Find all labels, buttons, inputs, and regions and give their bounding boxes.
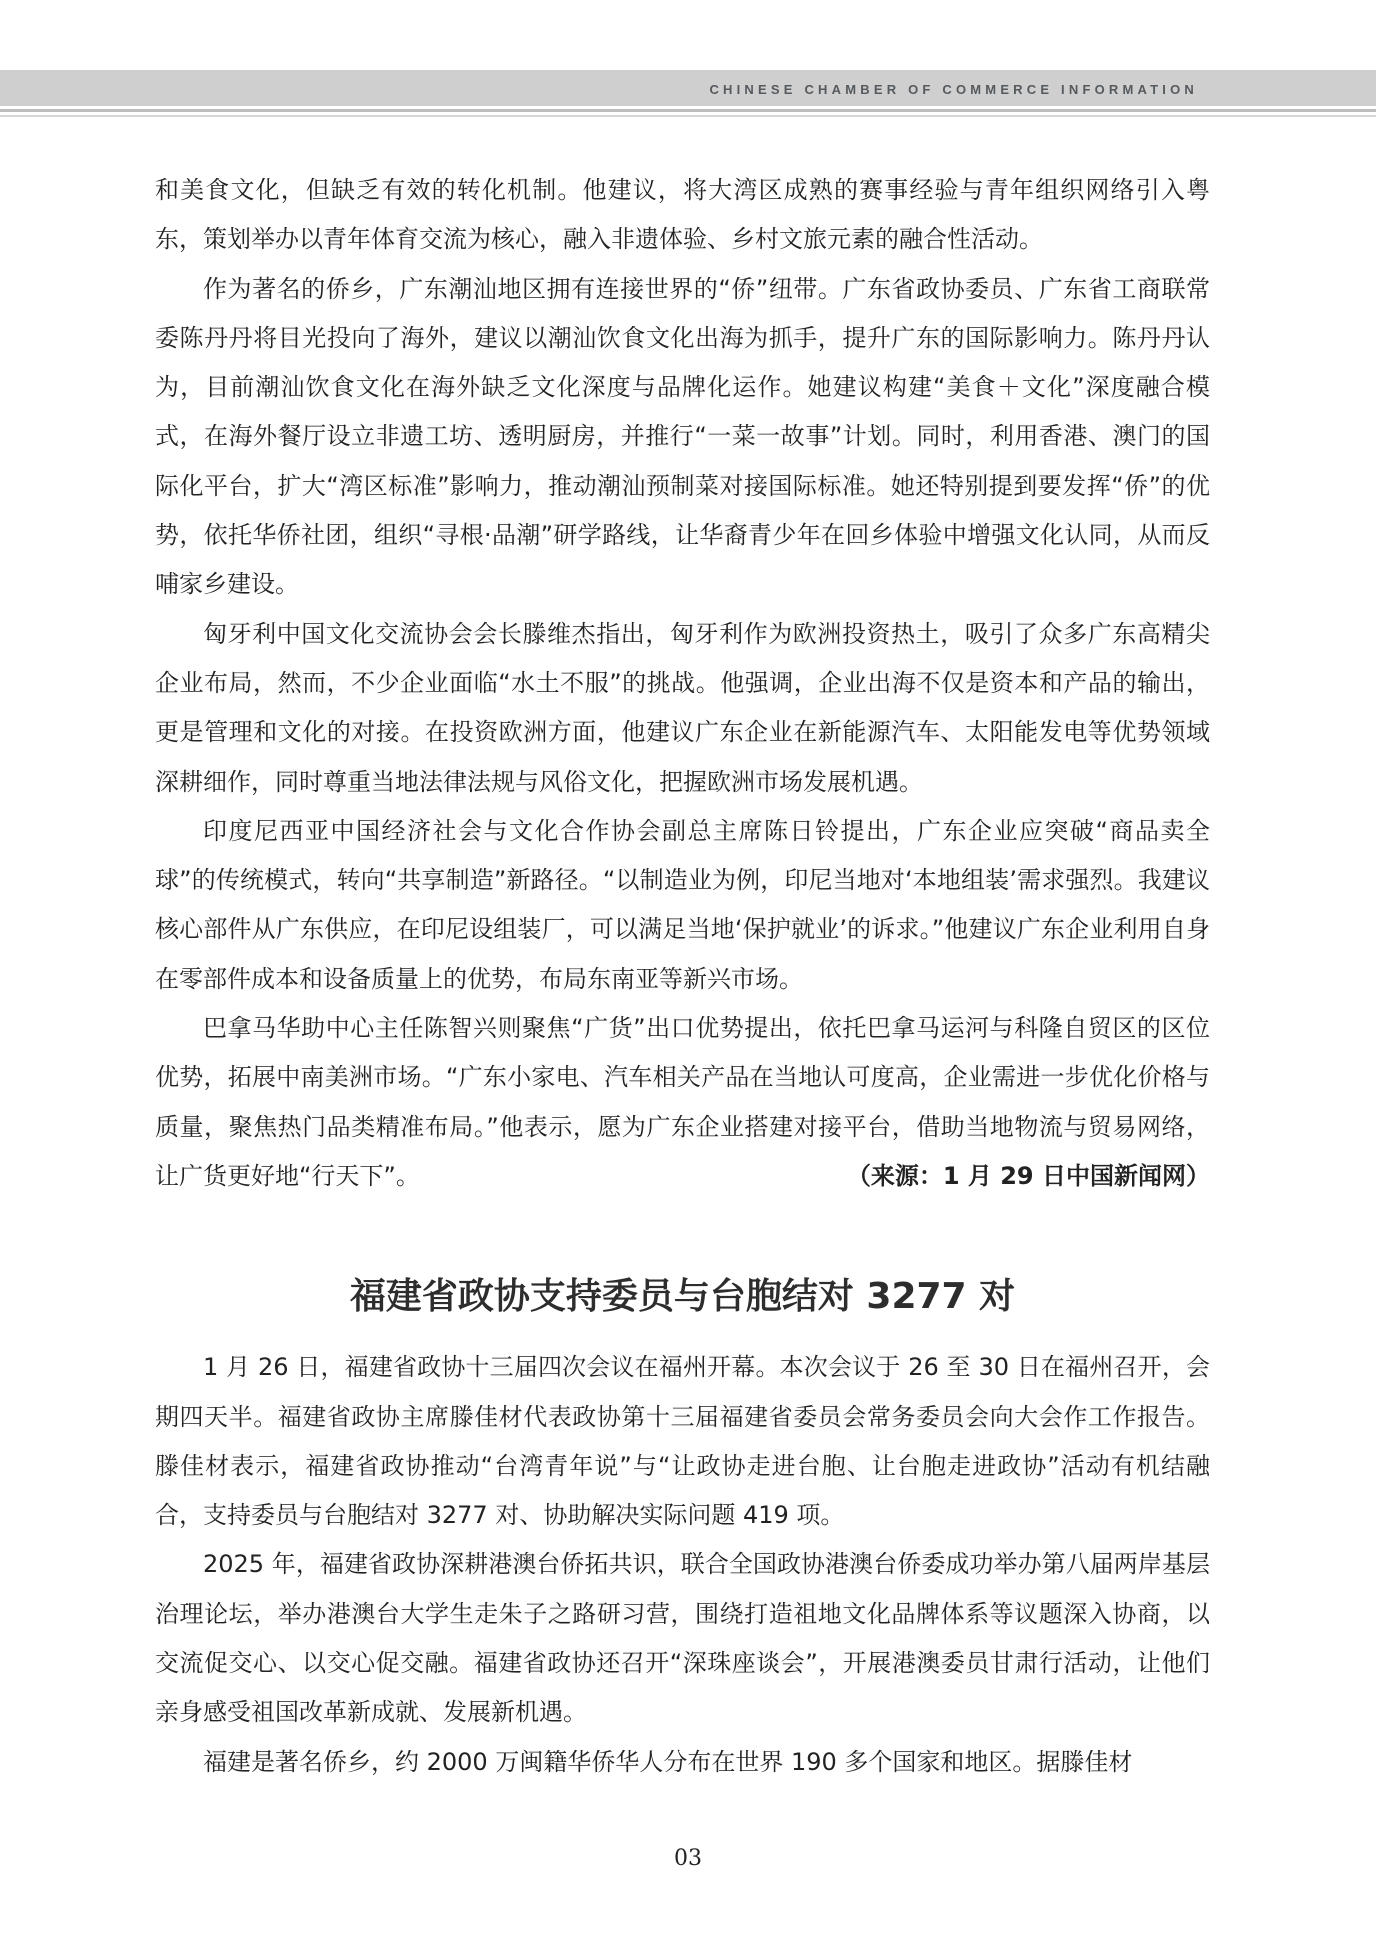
article1-paragraph-4: 印度尼西亚中国经济社会与文化合作协会副总主席陈日铃提出，广东企业应突破“商品卖全球”的传统模式，转向“共享制造”新路径。“以制造业为例，印尼当地对‘本地组装’需求强烈。我建议核心部件从广东供应，在印尼设组装厂，可以满足当地‘保护就业’的诉求。”他建议广东企业利用自身在零部件成本和设备质量上的优势，布局东南亚等新兴市场。 [155,816,1210,993]
article-title: 福建省政协支持委员与台胞结对 3277 对 [349,1276,1016,1318]
article1-paragraph-2: 作为著名的侨乡，广东潮汕地区拥有连接世界的“侨”纽带。广东省政协委员、广东省工商联常委陈丹丹将目光投向了海外，建议以潮汕饮食文化出海为抓手，提升广东的国际影响力。陈丹丹认为，目前潮汕饮食文化在海外缺乏文化深度与品牌化运作。她建议构建“美食＋文化”深度融合模式，在海外餐厅设立非遗工坊、透明厨房，并推行“一菜一故事”计划。同时，利用香港、澳门的国际化平台，扩大“湾区标准”影响力，推动潮汕预制菜对接国际标准。她还特别提到要发挥“侨”的优势，依托华侨社团，组织“寻根·品潮”研学路线，让华裔青少年在回乡体验中增强文化认同，从而反哺家乡建设。 [155,274,1210,599]
publication-title: CHINESE CHAMBER OF COMMERCE INFORMATION [709,82,1198,97]
header-rule-thin [0,115,1376,117]
page-number: 03 [674,1846,702,1871]
source-citation: （来源：1 月 29 日中国新闻网） [846,1161,1210,1190]
article1-paragraph-3: 匈牙利中国文化交流协会会长滕维杰指出，匈牙利作为欧洲投资热土，吸引了众多广东高精尖企业布局，然而，不少企业面临“水土不服”的挑战。他强调，企业出海不仅是资本和产品的输出，更是管理和文化的对接。在投资欧洲方面，他建议广东企业在新能源汽车、太阳能发电等优势领域深耕细作，同时尊重当地法律法规与风俗文化，把握欧洲市场发展机遇。 [155,619,1210,796]
article1-paragraph-5 [155,1004,1210,1201]
article1-paragraph-5-text: 巴拿马华助中心主任陈智兴则聚焦“广货”出口优势提出，依托巴拿马运河与科隆自贸区的区位优势，拓展中南美洲市场。“广东小家电、汽车相关产品在当地认可度高，企业需进一步优化价格与质量，聚焦热门品类精准布局。”他表示，愿为广东企业搭建对接平台，借助当地物流与贸易网络，让广货更好地“行天下”。 [155,1014,1210,1190]
header-rule [0,109,1376,112]
article1-paragraph-1: 和美食文化，但缺乏有效的转化机制。他建议，将大湾区成熟的赛事经验与青年组织网络引入粤东，策划举办以青年体育交流为核心，融入非遗体验、乡村文旅元素的融合性活动。 [155,176,1210,254]
page-content [155,166,1210,1787]
article2-paragraph-1: 1 月 26 日，福建省政协十三届四次会议在福州开幕。本次会议于 26 至 30 日在福州召开，会期四天半。福建省政协主席滕佳材代表政协第十三届福建省委员会常务委员会向大会作工作报告。滕佳材表示，福建省政协推动“台湾青年说”与“让政协走进台胞、让台胞走进政协”活动有机结融合，支持委员与台胞结对 3277 对、协助解决实际问题 419 项。 [155,1353,1210,1530]
article2-paragraph-3: 福建是著名侨乡，约 2000 万闽籍华侨华人分布在世界 190 多个国家和地区。据滕佳材 [203,1747,1133,1776]
article2-paragraph-2: 2025 年，福建省政协深耕港澳台侨拓共识，联合全国政协港澳台侨委成功举办第八届两岸基层治理论坛，举办港澳台大学生走朱子之路研习营，围绕打造祖地文化品牌体系等议题深入协商，以交流促交心、以交心促交融。福建省政协还召开“深珠座谈会”，开展港澳委员甘肃行活动，让他们亲身感受祖国改革新成就、发展新机遇。 [155,1550,1210,1727]
